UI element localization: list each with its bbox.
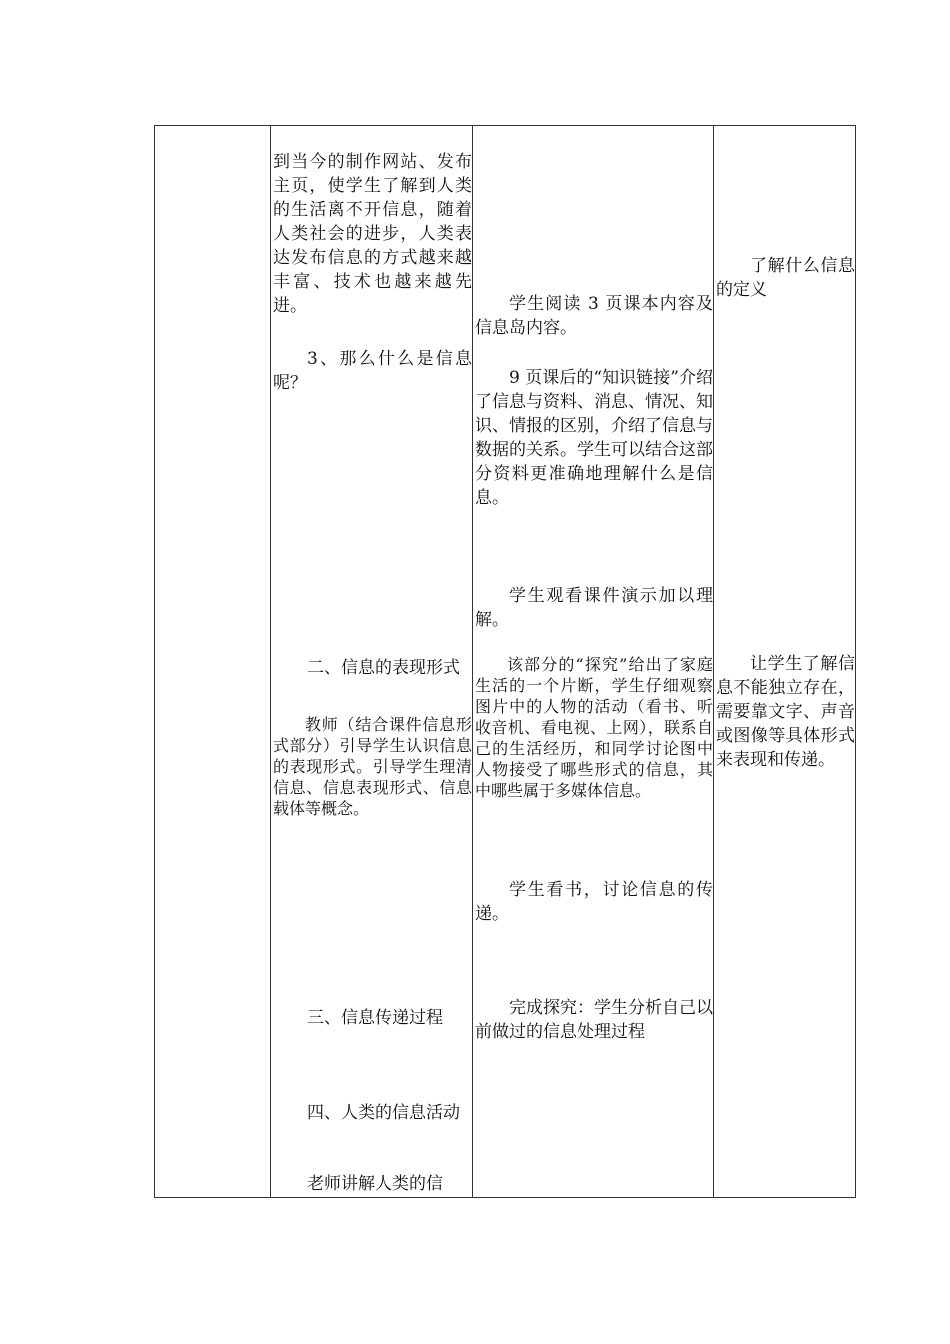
student-activity-cell bbox=[473, 126, 713, 1197]
student-paragraph: 9 页课后的“知识链接”介绍了信息与资料、消息、情况、知识、情报的区别，介绍了信息与数据的关系。学生可以结合这部分资料更准确地理解什么是信息。 bbox=[475, 368, 713, 508]
teacher-paragraph: 教师（结合课件信息形式部分）引导学生认识信息的表现形式。引导学生理清信息、信息表现形式、信息载体等概念。 bbox=[273, 715, 472, 818]
section-heading: 二、信息的表现形式 bbox=[307, 658, 460, 678]
student-paragraph: 学生阅读 3 页课本内容及信息岛内容。 bbox=[475, 294, 713, 338]
section-heading: 三、信息传递过程 bbox=[307, 1008, 443, 1028]
section-heading: 四、人类的信息活动 bbox=[307, 1103, 460, 1123]
teacher-paragraph: 老师讲解人类的信 bbox=[307, 1174, 443, 1194]
intent-paragraph: 让学生了解信息不能独立存在，需要靠文字、声音或图像等具体形式来表现和传递。 bbox=[716, 654, 855, 770]
student-paragraph: 该部分的“探究”给出了家庭生活的一个片断，学生仔细观察图片中的人物的活动（看书、听收音机、看电视、上网），联系自己的生活经历，和同学讨论图中人物接受了哪些形式的信息，其中哪些属于多媒体信息。 bbox=[475, 655, 713, 800]
design-intent-cell bbox=[714, 126, 855, 1197]
student-paragraph: 学生看书，讨论信息的传递。 bbox=[475, 880, 713, 924]
student-paragraph: 完成探究：学生分析自己以前做过的信息处理过程 bbox=[475, 998, 713, 1042]
student-paragraph: 学生观看课件演示加以理解。 bbox=[475, 586, 713, 630]
teacher-activity-cell bbox=[271, 126, 472, 1197]
stage-column-cell bbox=[155, 126, 270, 1197]
intent-paragraph: 了解什么信息的定义 bbox=[716, 256, 855, 300]
teacher-paragraph: 到当今的制作网站、发布主页，使学生了解到人类的生活离不开信息，随着人类社会的进步，人类表达发布信息的方式越来越丰富、技术也越来越先进。 bbox=[273, 152, 472, 316]
teacher-paragraph: 3、那么什么是信息呢？ bbox=[273, 349, 472, 393]
lesson-plan-table bbox=[154, 125, 856, 1198]
